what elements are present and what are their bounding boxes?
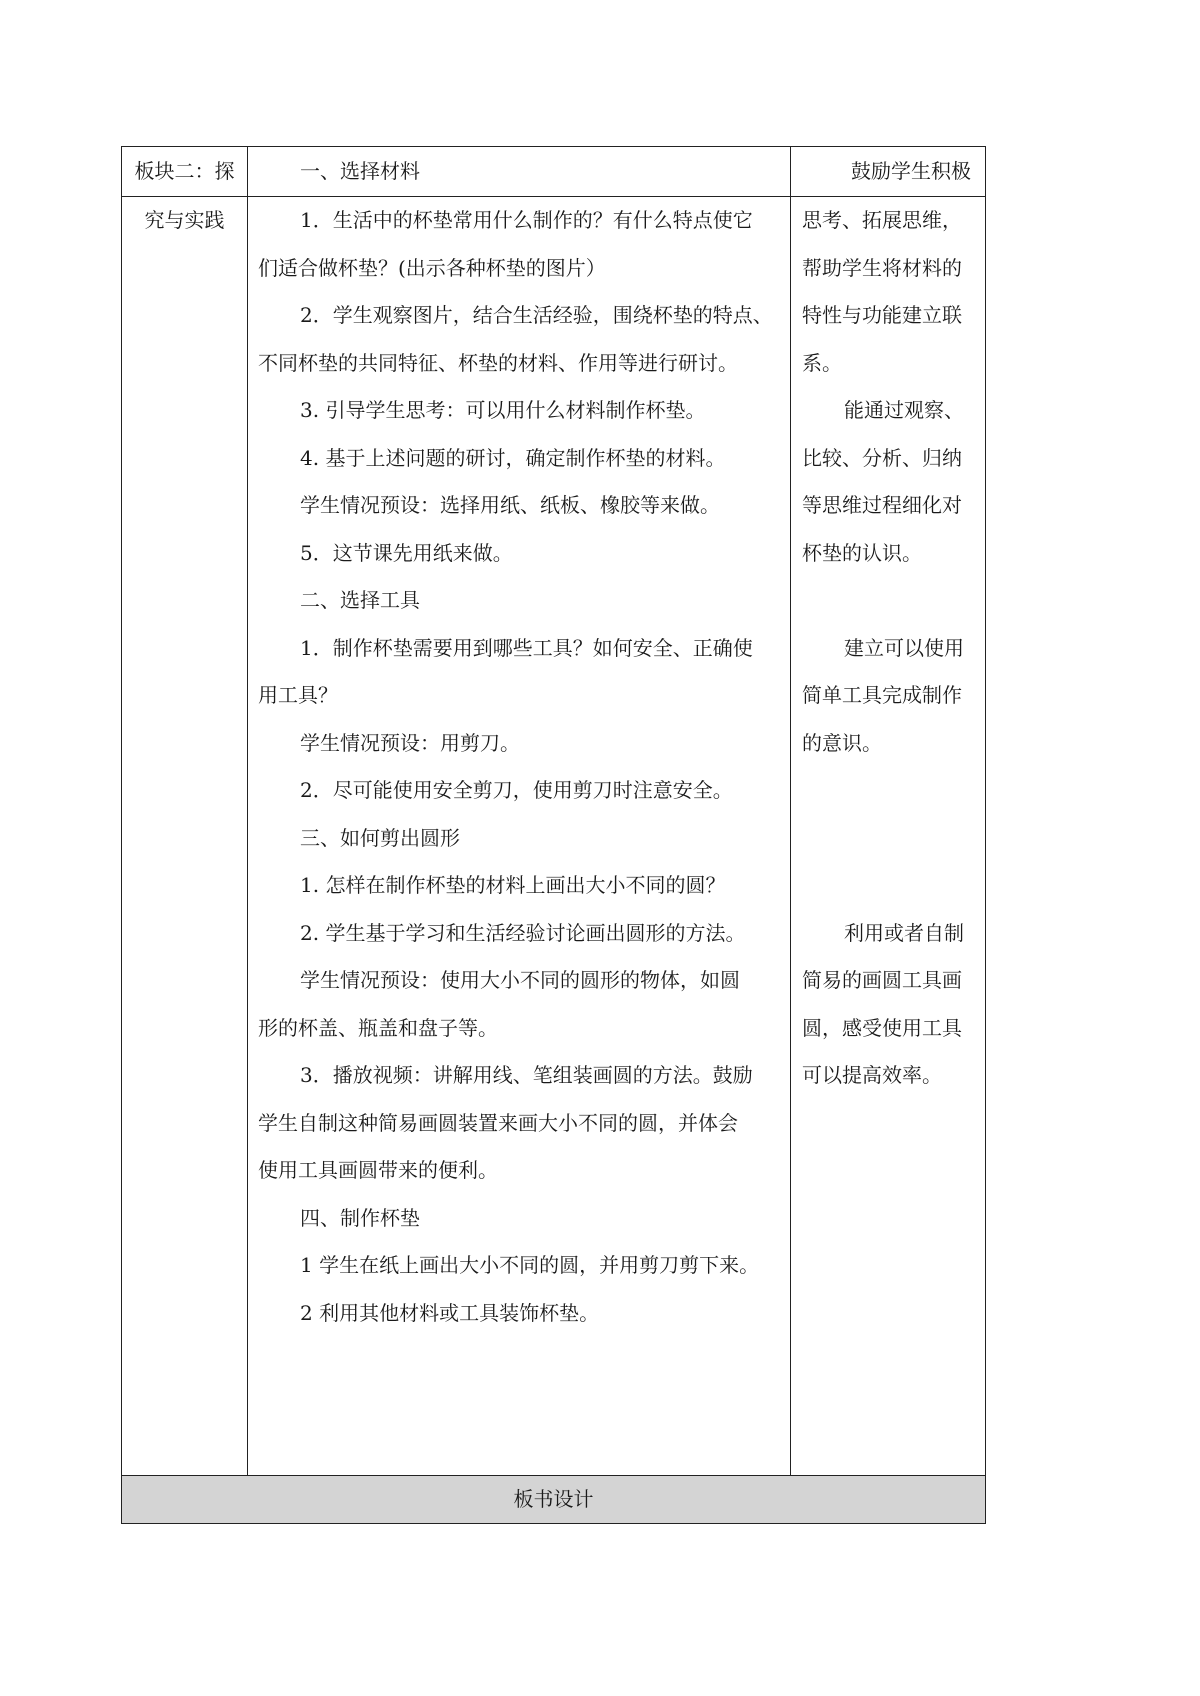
intent-line [802, 767, 977, 815]
intent-line: 系。 [802, 350, 842, 375]
table-row [122, 1476, 986, 1524]
content-line: 4. 基于上述问题的研讨，确定制作杯垫的材料。 [300, 445, 726, 470]
content-line: 使用工具画圆带来的便利。 [258, 1158, 498, 1182]
table-row [122, 147, 986, 197]
stage-cell [122, 147, 248, 197]
intent-line: 简易的画圆工具画 [802, 968, 962, 992]
intent-cell [791, 147, 986, 197]
intent-line: 杯垫的认识。 [802, 540, 922, 565]
intent-line: 圆，感受使用工具 [802, 1015, 962, 1040]
intent-line: 的意识。 [802, 730, 882, 755]
intent-line: 可以提高效率。 [802, 1063, 942, 1087]
intent-line: 简单工具完成制作 [802, 683, 962, 707]
content-line: 用工具？ [258, 683, 338, 707]
content-line: 三、如何剪出圆形 [300, 825, 460, 850]
content-body [248, 197, 790, 1337]
content-line: 2．尽可能使用安全剪刀，使用剪刀时注意安全。 [300, 778, 733, 802]
content-line: 3．播放视频：讲解用线、笔组装画圆的方法。鼓励 [300, 1063, 753, 1087]
intent-line [802, 815, 977, 863]
content-line: 1 学生在纸上画出大小不同的圆，并用剪刀剪下来。 [300, 1253, 760, 1277]
intent-line: 帮助学生将材料的 [802, 255, 962, 280]
intent-line: 利用或者自制 [844, 920, 964, 945]
content-line: 形的杯盖、瓶盖和盘子等。 [258, 1015, 498, 1040]
intent-line [802, 862, 977, 910]
stage-cell [122, 197, 248, 1476]
content-line: 5．这节课先用纸来做。 [300, 540, 513, 565]
content-line: 四、制作杯垫 [300, 1205, 420, 1230]
intent-line: 建立可以使用 [844, 635, 964, 660]
table-row [122, 197, 986, 1476]
intent-line [802, 577, 977, 625]
content-line: 学生情况预设：用剪刀。 [300, 730, 520, 755]
content-cell [248, 197, 791, 1476]
content-line: 学生自制这种简易画圆装置来画大小不同的圆，并体会 [258, 1110, 738, 1135]
content-line: 二、选择工具 [300, 588, 420, 612]
intent-heading: 鼓励学生积极 [851, 159, 971, 183]
content-line: 1. 怎样在制作杯垫的材料上画出大小不同的圆？ [300, 873, 726, 897]
content-line: 2. 学生基于学习和生活经验讨论画出圆形的方法。 [300, 920, 746, 945]
section-heading: 一、选择材料 [300, 159, 420, 183]
content-line: 1．制作杯垫需要用到哪些工具？如何安全、正确使 [300, 635, 753, 660]
content-line: 们适合做杯垫？(出示各种杯垫的图片） [258, 255, 606, 280]
footer-cell [122, 1476, 986, 1524]
intent-line: 等思维过程细化对 [802, 493, 962, 517]
stage-label-top: 板块二：探 [134, 159, 235, 183]
content-line: 2．学生观察图片，结合生活经验，围绕杯垫的特点、 [300, 303, 773, 327]
content-line: 不同杯垫的共同特征、杯垫的材料、作用等进行研讨。 [258, 350, 738, 375]
intent-line: 特性与功能建立联 [802, 303, 962, 327]
intent-line: 比较、分析、归纳 [802, 445, 962, 470]
content-line: 学生情况预设：选择用纸、纸板、橡胶等来做。 [300, 493, 720, 517]
content-line: 学生情况预设：使用大小不同的圆形的物体，如圆 [300, 968, 740, 992]
board-design-label: 板书设计 [513, 1487, 594, 1511]
lesson-plan-table [121, 146, 986, 1524]
intent-line: 思考、拓展思维， [802, 208, 962, 232]
content-cell [248, 147, 791, 197]
content-line: 1．生活中的杯垫常用什么制作的？有什么特点使它 [300, 208, 753, 232]
content-line: 3. 引导学生思考：可以用什么材料制作杯垫。 [300, 398, 706, 422]
content-line: 2 利用其他材料或工具装饰杯垫。 [300, 1300, 600, 1325]
intent-cell [791, 197, 986, 1476]
intent-body [791, 197, 985, 1100]
intent-line: 能通过观察、 [844, 398, 964, 422]
stage-label-bottom: 究与实践 [144, 208, 225, 232]
